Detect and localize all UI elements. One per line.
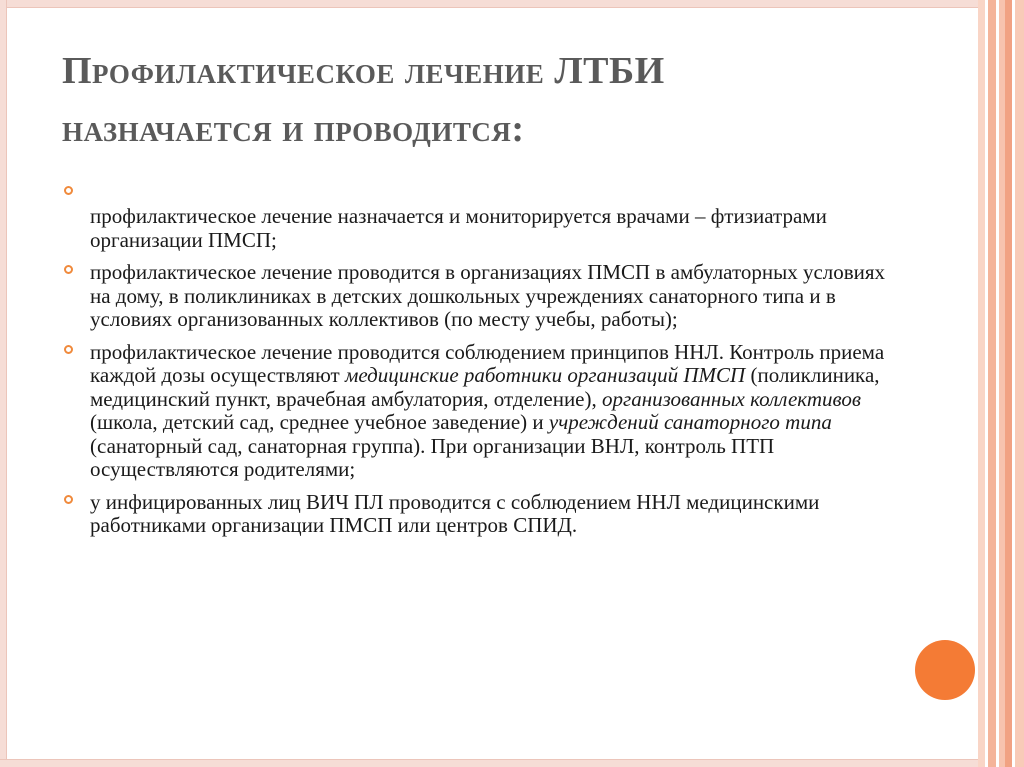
list-item-text (90, 260, 885, 331)
decorative-stripe (1015, 0, 1024, 767)
text-segment: (санаторный сад, санаторная группа). При организации ВНЛ, контроль ПТП осуществляются родителями; (90, 433, 775, 481)
slide-title-line-1: Профилактическое лечение ЛТБИ (62, 50, 665, 92)
decorative-stripe (1005, 0, 1012, 767)
emphasized-text: организованных коллективов (602, 386, 861, 411)
list-item-text (90, 204, 827, 252)
text-segment: профилактическое лечение назначается и мониторируется врачами – фтизиатрами организации ПМСП; (90, 204, 827, 252)
decorative-stripes (978, 0, 1024, 767)
list-item (64, 261, 894, 332)
list-item (64, 491, 894, 538)
emphasized-text: медицинские работники организаций ПМСП (344, 363, 746, 387)
slide-border-left (0, 0, 7, 767)
list-item-text (90, 340, 884, 482)
bullet-icon (64, 265, 73, 274)
decorative-circle (915, 640, 975, 700)
slide-border-bottom (0, 759, 1024, 767)
bullet-icon (64, 345, 73, 354)
decorative-stripe (978, 0, 985, 767)
slide-title-line-2: назначается и проводится: (62, 108, 525, 150)
list-item (64, 341, 894, 482)
slide-title (62, 42, 942, 158)
list-item (64, 182, 894, 252)
slide-border-top (0, 0, 1024, 8)
emphasized-text: учреждений санаторного типа (548, 410, 832, 434)
text-segment: у инфицированных лиц ВИЧ ПЛ проводится с соблюдением ННЛ медицинскими работниками организации ПМСП или центров СПИД. (90, 489, 820, 537)
text-segment: профилактическое лечение проводится в организациях ПМСП в амбулаторных условиях на дому, в поликлиниках в детских дошкольных учреждениях санаторного типа и в условиях организованных коллективов (по месту учебы, работы); (90, 260, 886, 331)
text-segment: профилактическое лечение проводится соблюдением принципов ННЛ. Контроль приема каждой дозы осуществляют (90, 339, 885, 387)
text-segment: (школа, детский сад, среднее учебное заведение) и (90, 410, 549, 434)
bullet-list (64, 182, 894, 547)
decorative-stripe (988, 0, 996, 767)
bullet-icon (64, 495, 73, 504)
list-item-text (90, 490, 819, 538)
bullet-icon (64, 186, 73, 195)
text-segment: (поликлиника, медицинский пункт, врачебная амбулатория, отделение), (90, 363, 880, 411)
